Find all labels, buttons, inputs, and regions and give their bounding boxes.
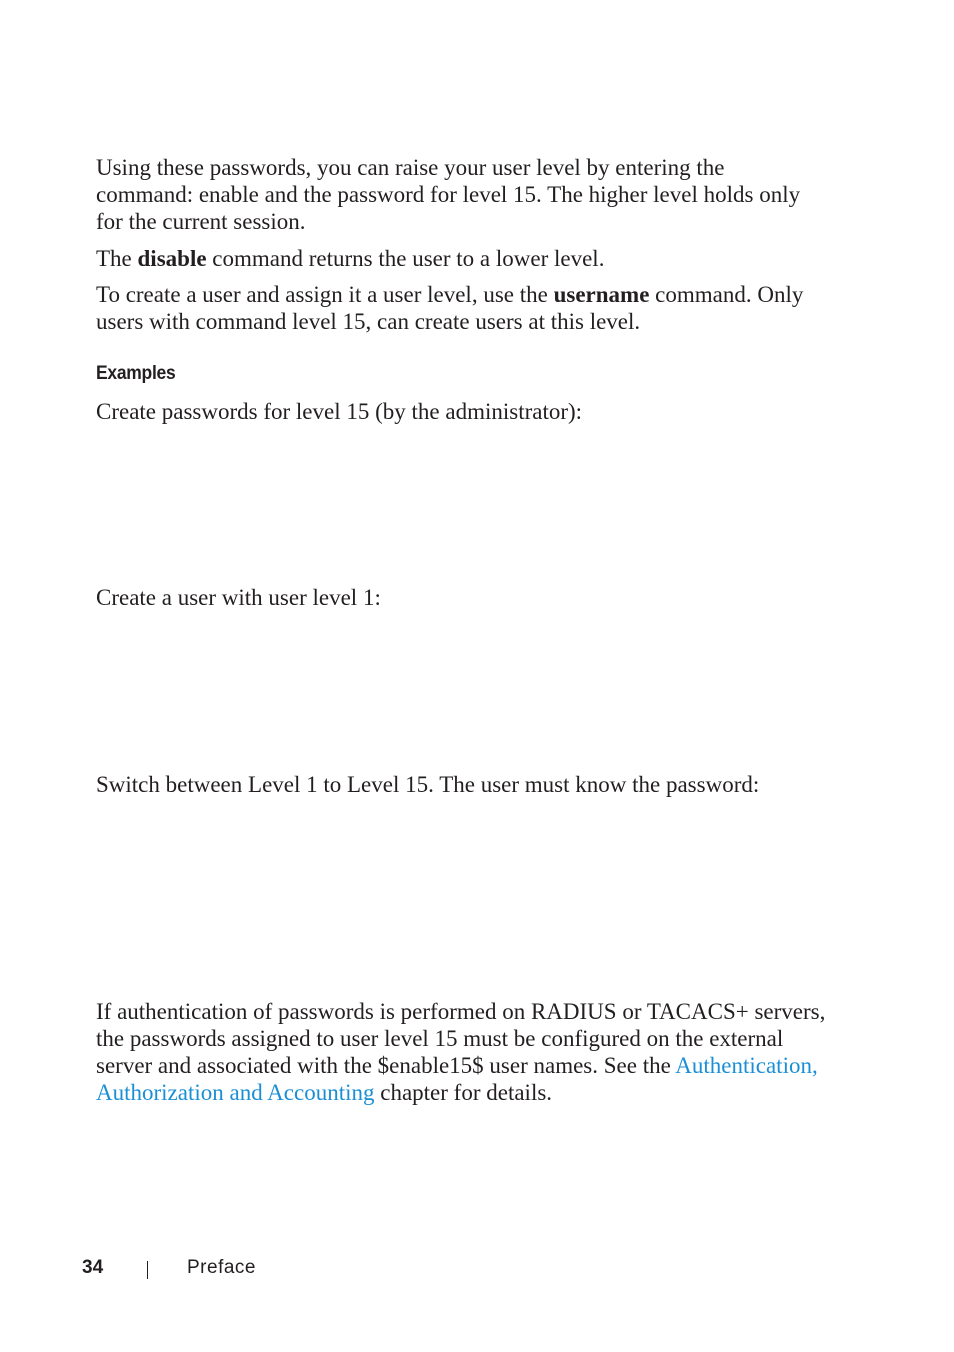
aaa-chapter-link[interactable]: Authentication, Authorization and Accounting	[96, 1053, 818, 1105]
username-command: username	[553, 282, 650, 307]
username-text-before: To create a user and assign it a user level, use the	[96, 282, 554, 307]
intro-paragraph: Using these passwords, you can raise your user level by entering the command: enable and the password for level 15. The higher level holds only for the current session.	[96, 155, 801, 234]
disable-text-before: The	[96, 246, 138, 271]
disable-paragraph	[96, 245, 826, 272]
disable-command: disable	[137, 246, 207, 271]
closing-text-before: If authentication of passwords is performed on RADIUS or TACACS+ servers, the passwords assigned to user level 15 must be configured on the external server and associated with the $enable15$ user names. See the	[96, 999, 826, 1078]
example-create-user: Create a user with user level 1:	[96, 585, 381, 610]
examples-heading: Examples	[96, 363, 176, 384]
username-text-after: command. Only users with command level 15, can create users at this level.	[96, 282, 804, 334]
closing-paragraph	[96, 998, 826, 1106]
page-footer	[0, 1257, 954, 1283]
footer-divider	[147, 1261, 148, 1279]
username-paragraph	[96, 281, 826, 335]
section-name: Preface	[187, 1257, 256, 1278]
example-create-passwords: Create passwords for level 15 (by the administrator):	[96, 399, 583, 424]
page-number: 34	[82, 1257, 104, 1278]
disable-text-after: command returns the user to a lower level.	[206, 246, 605, 271]
closing-text-after: chapter for details.	[374, 1080, 553, 1105]
example-switch-level: Switch between Level 1 to Level 15. The user must know the password:	[96, 772, 760, 797]
